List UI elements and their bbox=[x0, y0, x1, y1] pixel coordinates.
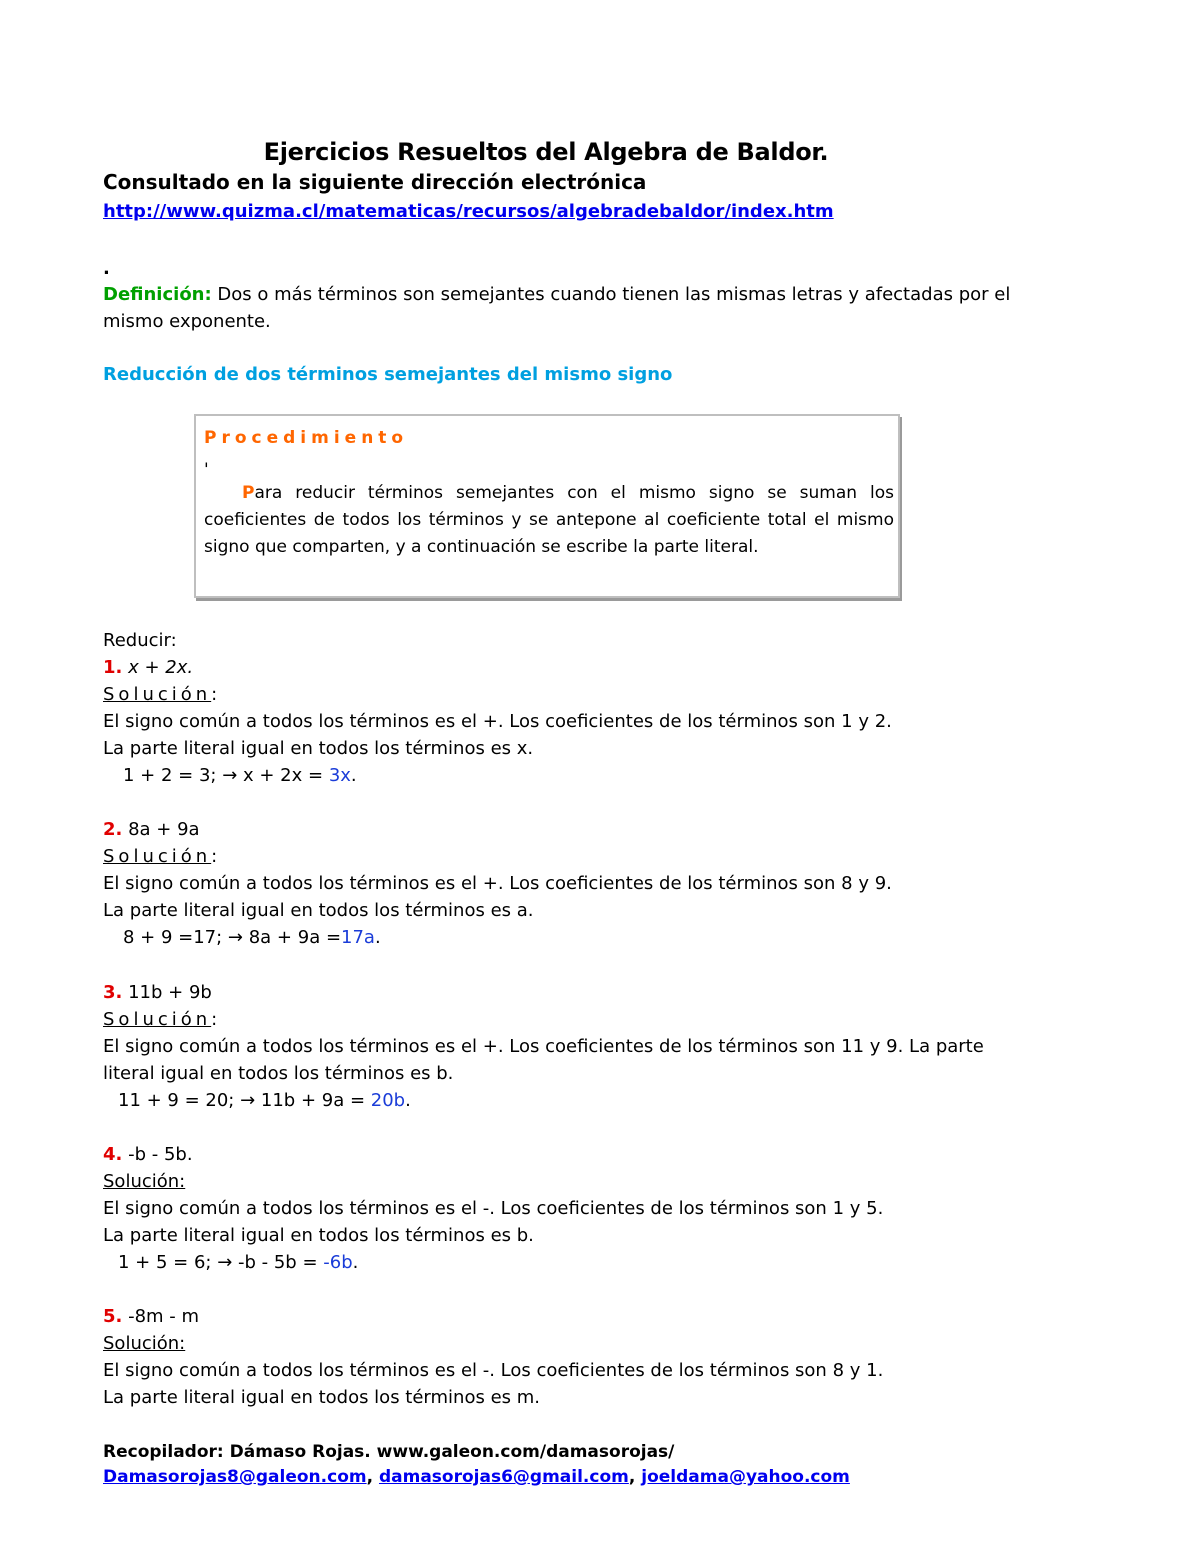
exercise-2-line-1: El signo común a todos los términos es el +. Los coeficientes de los términos son 8 y 9. bbox=[103, 873, 892, 894]
exercise-result: 3x bbox=[328, 765, 351, 786]
exercise-number: 2. bbox=[103, 819, 123, 840]
exercise-3-statement bbox=[103, 982, 212, 1004]
exercise-expression: -b - 5b. bbox=[122, 1144, 193, 1165]
exercise-1-line-2: La parte literal igual en todos los términos es x. bbox=[103, 738, 534, 759]
exercise-2-solution-label: Solución: bbox=[103, 846, 218, 867]
dot-marker: . bbox=[103, 258, 110, 279]
exercise-5-line-1: El signo común a todos los términos es el -. Los coeficientes de los términos son 8 y 1. bbox=[103, 1360, 884, 1381]
exercise-1-solution-label: Solución: bbox=[103, 684, 218, 705]
definition-line-1 bbox=[103, 284, 1010, 306]
exercise-3-calc: 11 + 9 = 20; → 11b + 9a = 20b. bbox=[118, 1090, 411, 1111]
exercise-4-calc: 1 + 5 = 6; → -b - 5b = -6b. bbox=[118, 1252, 359, 1273]
reducir-label: Reducir: bbox=[103, 630, 177, 651]
definition-text: Dos o más términos son semejantes cuando tienen las mismas letras y afectadas por el bbox=[211, 284, 1011, 305]
source-url-link[interactable]: http://www.quizma.cl/matematicas/recursos/algebradebaldor/index.htm bbox=[103, 201, 834, 222]
definition-line-2: mismo exponente. bbox=[103, 311, 271, 332]
section-heading: Reducción de dos términos semejantes del mismo signo bbox=[103, 364, 673, 385]
exercise-expression: 8a + 9a bbox=[122, 819, 200, 840]
exercise-number: 5. bbox=[103, 1306, 123, 1327]
procedure-title: Procedimiento bbox=[204, 428, 409, 448]
exercise-2-statement bbox=[103, 819, 200, 841]
definition-label: Definición: bbox=[103, 284, 212, 305]
email-link-3[interactable]: joeldama@yahoo.com bbox=[641, 1467, 850, 1487]
exercise-1-line-1: El signo común a todos los términos es el +. Los coeficientes de los términos son 1 y 2. bbox=[103, 711, 892, 732]
exercise-result: -6b bbox=[323, 1252, 353, 1273]
procedure-first-letter: P bbox=[242, 483, 255, 503]
exercise-3-line-1: El signo común a todos los términos es el +. Los coeficientes de los términos son 11 y 9. La parte bbox=[103, 1036, 984, 1057]
compiler-credit: Recopilador: Dámaso Rojas. www.galeon.com/damasorojas/ bbox=[103, 1442, 675, 1462]
exercise-number: 1. bbox=[103, 657, 123, 678]
document-title: Ejercicios Resueltos del Algebra de Baldor. bbox=[263, 138, 829, 166]
exercise-expression: 11b + 9b bbox=[122, 982, 212, 1003]
exercise-result: 20b bbox=[370, 1090, 406, 1111]
exercise-5-statement bbox=[103, 1306, 199, 1328]
contact-emails: Damasorojas8@galeon.com, damasorojas6@gmail.com, joeldama@yahoo.com bbox=[103, 1467, 850, 1487]
exercise-2-line-2: La parte literal igual en todos los términos es a. bbox=[103, 900, 534, 921]
exercise-1-calc: 1 + 2 = 3; → x + 2x = 3x. bbox=[123, 765, 357, 786]
procedure-text bbox=[204, 480, 894, 561]
exercise-result: 17a bbox=[341, 927, 375, 948]
exercise-3-solution-label: Solución: bbox=[103, 1009, 218, 1030]
email-link-1[interactable]: Damasorojas8@galeon.com bbox=[103, 1467, 367, 1487]
procedure-box bbox=[194, 414, 900, 598]
exercise-4-line-2: La parte literal igual en todos los términos es b. bbox=[103, 1225, 534, 1246]
source-subtitle: Consultado en la siguiente dirección electrónica bbox=[103, 170, 647, 194]
exercise-4-line-1: El signo común a todos los términos es el -. Los coeficientes de los términos son 1 y 5. bbox=[103, 1198, 884, 1219]
procedure-tick: ' bbox=[204, 460, 209, 480]
exercise-expression: -8m - m bbox=[122, 1306, 200, 1327]
exercise-5-line-2: La parte literal igual en todos los términos es m. bbox=[103, 1387, 540, 1408]
email-link-2[interactable]: damasorojas6@gmail.com bbox=[378, 1467, 629, 1487]
exercise-number: 3. bbox=[103, 982, 123, 1003]
exercise-4-statement bbox=[103, 1144, 193, 1166]
exercise-1-statement bbox=[103, 657, 193, 679]
exercise-3-line-2: literal igual en todos los términos es b. bbox=[103, 1063, 454, 1084]
exercise-number: 4. bbox=[103, 1144, 123, 1165]
procedure-body: ara reducir términos semejantes con el mismo signo se suman los coeficientes de todos los términos y se antepone al coeficiente total el mismo signo que comparten, y a continuación se escribe la parte literal. bbox=[204, 483, 894, 557]
exercise-5-solution-label: Solución: bbox=[103, 1333, 186, 1354]
exercise-2-calc: 8 + 9 =17; → 8a + 9a =17a. bbox=[123, 927, 381, 948]
exercise-4-solution-label: Solución: bbox=[103, 1171, 186, 1192]
exercise-expression: x + 2x. bbox=[122, 657, 194, 678]
